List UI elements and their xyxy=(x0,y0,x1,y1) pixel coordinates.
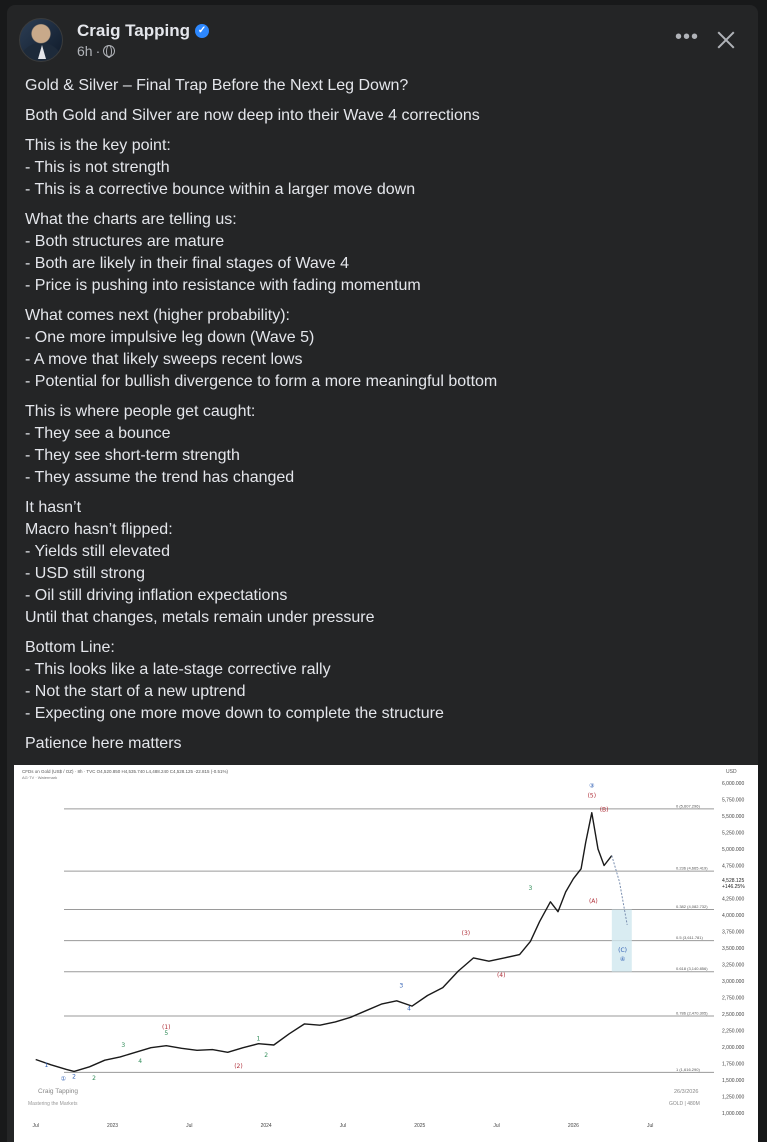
post-paragraph xyxy=(25,733,745,755)
y-axis-unit: USD xyxy=(726,769,737,775)
y-tick-label: 1,000.000 xyxy=(722,1111,745,1117)
post-line: This is where people get caught: xyxy=(25,403,256,420)
post-line: - Expecting one more move down to complete the structure xyxy=(25,705,444,722)
watermark-name: Craig Tapping xyxy=(38,1088,78,1095)
x-tick-label: Jul xyxy=(32,1123,39,1129)
post-paragraph xyxy=(25,135,745,201)
y-tick-label: 2,000.000 xyxy=(722,1045,745,1051)
y-tick-label: 5,750.000 xyxy=(722,797,745,804)
post-line: - USD still strong xyxy=(25,565,146,582)
wave-label: 2 xyxy=(92,1075,96,1082)
y-tick-label: 5,000.000 xyxy=(722,847,745,853)
fib-level-label: 1 (1,616.290) xyxy=(676,1066,700,1072)
post-line: - Both structures are mature xyxy=(25,233,225,250)
post-paragraph xyxy=(25,497,745,629)
author-name[interactable]: Craig Tapping xyxy=(77,21,191,40)
watermark-tagline: Mastering the Markets xyxy=(28,1101,78,1107)
wave-label: ③ xyxy=(589,782,595,790)
x-tick-label: Jul xyxy=(493,1123,500,1129)
wave-label: (B) xyxy=(599,806,609,814)
y-tick-label: 3,000.000 xyxy=(722,979,745,985)
post-line: - This looks like a late-stage corrective rally xyxy=(25,661,331,678)
author-row xyxy=(77,21,209,41)
post-line: It hasn’t xyxy=(25,499,82,516)
y-tick-label: 2,500.000 xyxy=(722,1012,745,1018)
post-line: Macro hasn’t flipped: xyxy=(25,521,173,538)
wave-label: 2 xyxy=(264,1051,269,1059)
more-options-icon[interactable]: ••• xyxy=(674,26,699,48)
wave-label: (3) xyxy=(461,929,471,937)
wave-label: 4 xyxy=(407,1005,411,1013)
post-line: - A move that likely sweeps recent lows xyxy=(25,351,303,368)
wave-label: 3 xyxy=(121,1042,126,1049)
post-line: Bottom Line: xyxy=(25,639,115,656)
wave-label: 3 xyxy=(399,982,404,990)
date-stamp: 26/3/2026 xyxy=(674,1089,699,1095)
wave-label: (2) xyxy=(234,1063,243,1071)
y-tick-label: 3,250.000 xyxy=(722,962,745,969)
post-line: Gold & Silver – Final Trap Before the Next Leg Down? xyxy=(25,77,409,94)
y-tick-label: 2,750.000 xyxy=(722,995,745,1002)
chart-image[interactable] xyxy=(14,765,758,1142)
post-line: - Not the start of a new uptrend xyxy=(25,683,246,700)
x-tick-label: 2023 xyxy=(106,1123,119,1129)
wave-label: 1 xyxy=(256,1035,261,1043)
y-tick-label: 5,500.000 xyxy=(722,814,745,820)
post-paragraph xyxy=(25,209,745,297)
post-time[interactable]: 6h xyxy=(77,43,93,59)
current-change-label: +146.25% xyxy=(722,884,745,891)
post-text xyxy=(25,75,745,763)
wave-label: 3 xyxy=(528,884,533,892)
wave-label: 1 xyxy=(44,1061,49,1069)
post-line: - They see a bounce xyxy=(25,425,171,442)
post-line: - This is a corrective bounce within a larger move down xyxy=(25,181,416,198)
post-card xyxy=(7,5,758,1142)
post-line: - They see short-term strength xyxy=(25,447,240,464)
chart-header: CFDs on Gold (US$ / OZ) · 8h · TVC O4,520.850 H4,535.740 L4,488.240 C4,528.125 -22.815 (-0.51%) xyxy=(22,769,229,774)
post-line: - Potential for bullish divergence to form a more meaningful bottom xyxy=(25,373,498,390)
post-line: What the charts are telling us: xyxy=(25,211,237,228)
wave-label: 5 xyxy=(164,1030,169,1038)
y-tick-label: 3,750.000 xyxy=(722,929,745,936)
post-header xyxy=(19,18,209,62)
wave-label: 2 xyxy=(72,1073,77,1081)
y-tick-label: 1,250.000 xyxy=(722,1094,745,1101)
close-icon[interactable] xyxy=(711,25,741,55)
y-tick-label: 4,750.000 xyxy=(722,863,745,870)
x-tick-label: Jul xyxy=(186,1123,193,1129)
wave-label: ① xyxy=(60,1075,67,1083)
wave-label: (5) xyxy=(587,792,597,800)
post-line: Patience here matters xyxy=(25,735,182,752)
post-line: - They assume the trend has changed xyxy=(25,469,295,486)
post-paragraph xyxy=(25,75,745,97)
globe-icon xyxy=(103,45,115,57)
post-line: This is the key point: xyxy=(25,137,171,154)
x-tick-label: Jul xyxy=(339,1123,347,1129)
post-line: - Price is pushing into resistance with fading momentum xyxy=(25,277,421,294)
post-paragraph xyxy=(25,637,745,725)
x-tick-label: 2026 xyxy=(567,1123,579,1129)
wave-label: (1) xyxy=(162,1024,171,1032)
y-tick-label: 4,000.000 xyxy=(722,913,745,919)
wave-label: ④ xyxy=(619,956,626,964)
y-tick-label: 4,250.000 xyxy=(722,896,745,903)
fib-level-label: 0 (5,607.296) xyxy=(676,803,700,809)
post-line: - Oil still driving inflation expectations xyxy=(25,587,288,604)
avatar[interactable] xyxy=(19,18,63,62)
post-line: - Yields still elevated xyxy=(25,543,170,560)
gold-chart xyxy=(14,765,758,1142)
fib-level-label: 0.618 (3,140.856) xyxy=(676,966,708,972)
fib-level-label: 0.786 (2,470.305) xyxy=(676,1010,708,1016)
post-paragraph xyxy=(25,401,745,489)
x-tick-label: 2025 xyxy=(414,1123,426,1129)
post-line: Both Gold and Silver are now deep into their Wave 4 corrections xyxy=(25,107,480,124)
fib-level-label: 0.236 (4,665.419) xyxy=(676,865,708,871)
wave-label: (4) xyxy=(496,972,506,980)
post-paragraph xyxy=(25,105,745,127)
wave-label: (C) xyxy=(618,946,628,954)
y-tick-label: 2,250.000 xyxy=(722,1028,745,1035)
fib-level-label: 0.5 (3,611.781) xyxy=(676,935,703,941)
post-paragraph xyxy=(25,305,745,393)
post-line: Until that changes, metals remain under pressure xyxy=(25,609,375,626)
y-tick-label: 6,000.000 xyxy=(722,781,745,787)
meta-separator: · xyxy=(95,43,101,59)
post-meta xyxy=(77,21,209,59)
post-line: - Both are likely in their final stages of Wave 4 xyxy=(25,255,349,272)
post-line: - One more impulsive leg down (Wave 5) xyxy=(25,329,315,346)
y-tick-label: 1,500.000 xyxy=(722,1078,745,1084)
post-line: What comes next (higher probability): xyxy=(25,307,290,324)
price-series-line xyxy=(36,813,612,1072)
current-price-label: 4,528.125 xyxy=(722,878,745,885)
y-tick-label: 5,250.000 xyxy=(722,830,745,837)
wave-label: (A) xyxy=(588,898,598,906)
x-tick-label: Jul xyxy=(647,1123,654,1129)
symbol-stamp: GOLD | 480M xyxy=(669,1101,700,1107)
post-line: - This is not strength xyxy=(25,159,170,176)
chart-subheader: AG·TV · Watermark xyxy=(22,775,58,780)
x-tick-label: 2024 xyxy=(260,1123,272,1129)
y-tick-label: 3,500.000 xyxy=(722,946,745,952)
timestamp-row xyxy=(77,43,209,59)
y-tick-label: 1,750.000 xyxy=(722,1061,745,1068)
verified-badge-icon: ✓ xyxy=(195,24,209,38)
wave-label: 4 xyxy=(138,1057,143,1065)
fib-level-label: 0.382 (4,082.732) xyxy=(676,904,708,910)
